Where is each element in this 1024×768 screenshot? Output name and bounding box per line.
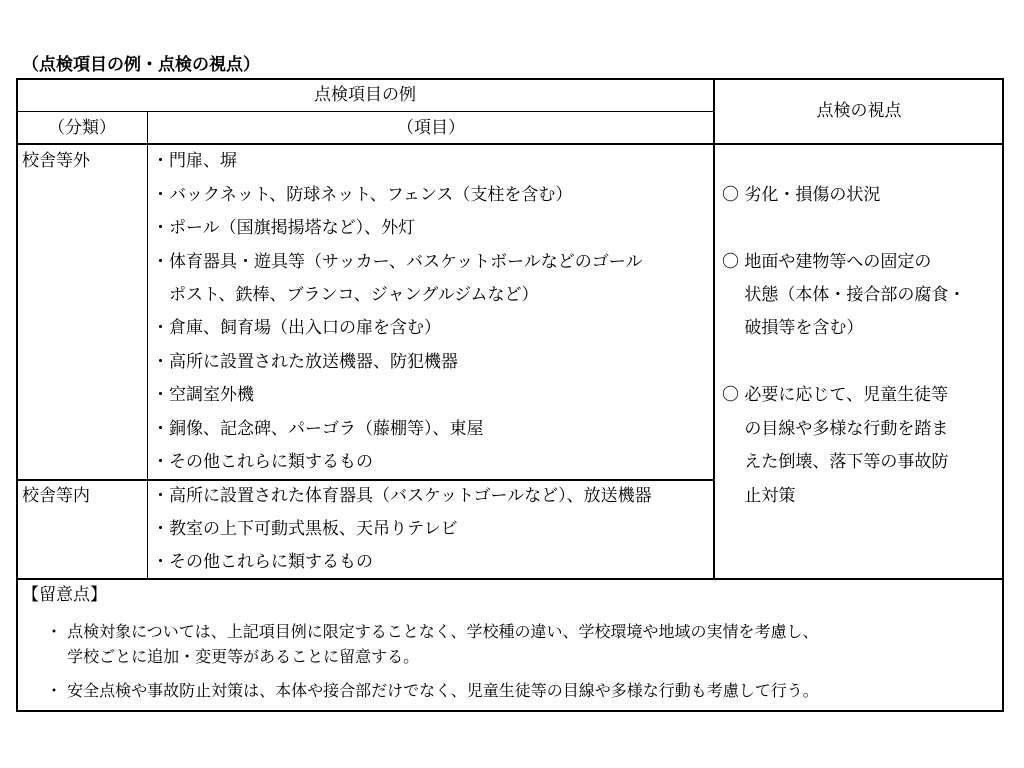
header-divider-top — [16, 111, 714, 112]
note-line-3: ・ 安全点検や事故防止対策は、本体や接合部だけでなく、児童生徒等の目線や多様な行動も考慮して行う。 — [46, 681, 819, 700]
list-item: ・その他これらに類するもの — [152, 452, 373, 472]
header-viewpoint: 点検の視点 — [816, 101, 902, 121]
list-item: ・体育器具・遊具等（サッカー、バスケットボールなどのゴール — [152, 252, 643, 272]
list-item: ・高所に設置された放送機器、防犯機器 — [152, 352, 458, 372]
viewpoint-3-line-3: えた倒壊、落下等の事故防 — [722, 452, 949, 472]
note-line-2: 学校ごとに追加・変更等があることに留意する。 — [46, 647, 420, 666]
note-line-1: ・ 点検対象については、上記項目例に限定することなく、学校種の違い、学校環境や地域の実情を考慮し、 — [46, 622, 819, 641]
list-item: ・門扉、塀 — [152, 151, 237, 171]
notes-title: 【留意点】 — [22, 585, 107, 605]
list-item: ・銅像、記念碑、パーゴラ（藤棚等）、東屋 — [152, 419, 484, 439]
section-divider — [16, 479, 714, 481]
viewpoint-2-line-2: 状態（本体・接合部の腐食・ — [722, 285, 966, 305]
list-item: ・その他これらに類するもの — [152, 552, 373, 572]
list-item: ・バックネット、防球ネット、フェンス（支柱を含む） — [152, 185, 573, 205]
viewpoint-3-line-4: 止対策 — [722, 486, 796, 506]
viewpoint-1: 〇 劣化・損傷の状況 — [722, 185, 881, 205]
list-item: ・ポール（国旗掲揚塔など）、外灯 — [152, 218, 416, 238]
viewpoint-3-line-1: 〇 必要に応じて、児童生徒等 — [722, 385, 949, 405]
category-divider — [147, 111, 148, 580]
category-inside: 校舎等内 — [22, 486, 90, 506]
category-outside: 校舎等外 — [22, 151, 90, 171]
header-divider-bottom — [16, 143, 1004, 145]
list-item: ・高所に設置された体育器具（バスケットゴールなど）、放送機器 — [152, 486, 652, 506]
viewpoint-3-line-2: の目線や多様な行動を踏ま — [722, 419, 949, 439]
list-item: ・倉庫、飼育場（出入口の扉を含む） — [152, 318, 441, 338]
viewpoint-2-line-1: 〇 地面や建物等への固定の — [722, 252, 932, 272]
header-examples: 点検項目の例 — [314, 85, 416, 105]
list-item: ポスト、鉄棒、ブランコ、ジャングルジムなど） — [152, 285, 539, 305]
list-item: ・教室の上下可動式黒板、天吊りテレビ — [152, 519, 458, 539]
page-title: （点検項目の例・点検の視点） — [22, 55, 260, 75]
header-item: （項目） — [397, 118, 465, 138]
table-divider-vertical-main — [713, 78, 715, 580]
list-item: ・空調室外機 — [152, 385, 254, 405]
header-category: （分類） — [48, 118, 116, 138]
viewpoint-2-line-3: 破損等を含む） — [722, 318, 864, 338]
